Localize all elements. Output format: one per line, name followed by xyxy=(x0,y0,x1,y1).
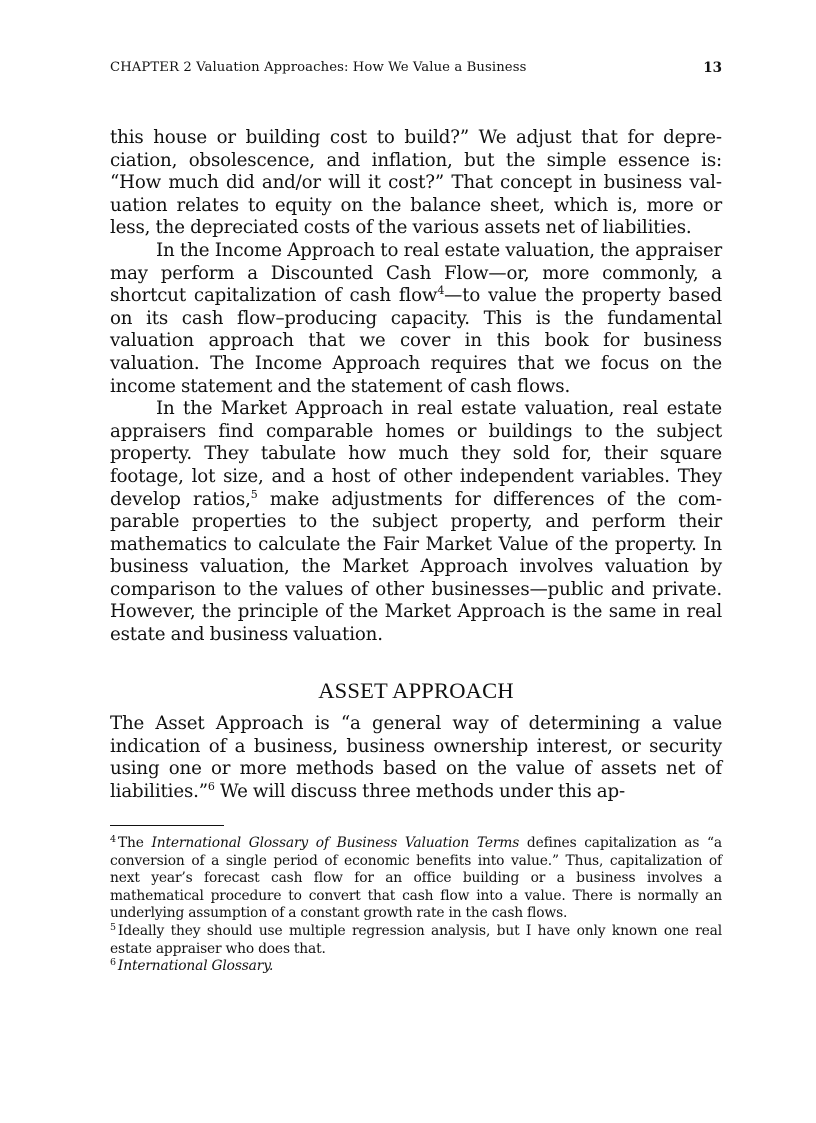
footnote-4-number: 4 xyxy=(110,834,116,845)
footnote-6-number: 6 xyxy=(110,957,116,969)
footnote-ref-5[interactable]: 5 xyxy=(250,487,258,501)
footnotes xyxy=(110,835,722,976)
paragraph-cost-approach: this house or building cost to build?” We adjust that for depreciation, obsolescence, and inflation, but the simple essence is: “How much did and/or will it cost?” That concept in business valuation relates to equity on the balance sheet, which is, more or less, the depreciated costs of the various assets net of liabilities. xyxy=(110,127,722,239)
section-heading: ASSET APPROACH xyxy=(318,678,514,703)
page-number: 13 xyxy=(703,60,722,76)
section-body xyxy=(110,713,722,803)
footnote-5-text: Ideally they should use multiple regression analysis, but I have only known one real estate appraiser who does that. xyxy=(110,922,722,957)
paragraph-asset-approach xyxy=(110,713,722,803)
paragraph-income-text-start: In the Income Approach to real estate valuation, the appraiser may perform a Discounted Cash Flow—or, more commonly, a shortcut capitalization of cash flow xyxy=(110,239,722,307)
footnote-5 xyxy=(110,923,722,958)
running-head-title: CHAPTER 2 Valuation Approaches: How We Value a Business xyxy=(110,60,527,75)
paragraph-asset-text-end: We will discuss three methods under this ap- xyxy=(214,780,625,802)
footnote-6-text: International Glossary. xyxy=(117,958,274,975)
footnote-4-lead: The xyxy=(117,835,152,851)
footnote-6 xyxy=(110,958,722,976)
body-text xyxy=(110,127,722,647)
paragraph-income-approach xyxy=(110,240,722,398)
running-head xyxy=(110,58,722,78)
paragraph-income-text-end: —to value the property based on its cash flow–producing capacity. This is the fundamental valuation approach that we cover in this book for business valuation. The Income Approach requires that we focus on the income statement and the statement of cash flows. xyxy=(110,285,722,397)
paragraph-market-approach xyxy=(110,398,722,647)
paragraph-asset-text-start: The Asset Approach is “a general way of determining a value indication of a business, business ownership interest, or security using one or more methods based on the value of assets net of liabilities.” xyxy=(110,713,722,802)
footnote-4 xyxy=(110,835,722,923)
footnote-5-number: 5 xyxy=(110,921,116,933)
paragraph-market-text-end: make adjustments for differences of the comparable properties to the subject property, and perform their mathematics to calculate the Fair Market Value of the property. In business valuation, the Market Approach involves valuation by comparison to the values of other businesses—public and private. However, the principle of the Market Approach is the same in real estate and business valuation. xyxy=(110,488,722,646)
footnote-4-title: International Glossary of Business Valuation Terms xyxy=(151,835,520,851)
footnote-4-text: defines capitalization as “a conversion of a single period of economic benefits into value.” Thus, capitalization of next year’s forecast cash flow for an office building or a business involves a mathematical procedure to convert that cash flow into a value. There is normally an underlying assumption of a constant growth rate in the cash flows. xyxy=(110,835,722,922)
footnote-ref-4[interactable]: 4 xyxy=(437,284,445,298)
paragraph-market-text-start: In the Market Approach in real estate valuation, real estate appraisers find comparable homes or buildings to the subject property. They tabulate how much they sold for, their square footage, lot size, and a host of other independent variables. They develop ratios, xyxy=(110,398,722,510)
footnote-divider xyxy=(110,825,224,826)
footnote-ref-6[interactable]: 6 xyxy=(207,779,215,793)
